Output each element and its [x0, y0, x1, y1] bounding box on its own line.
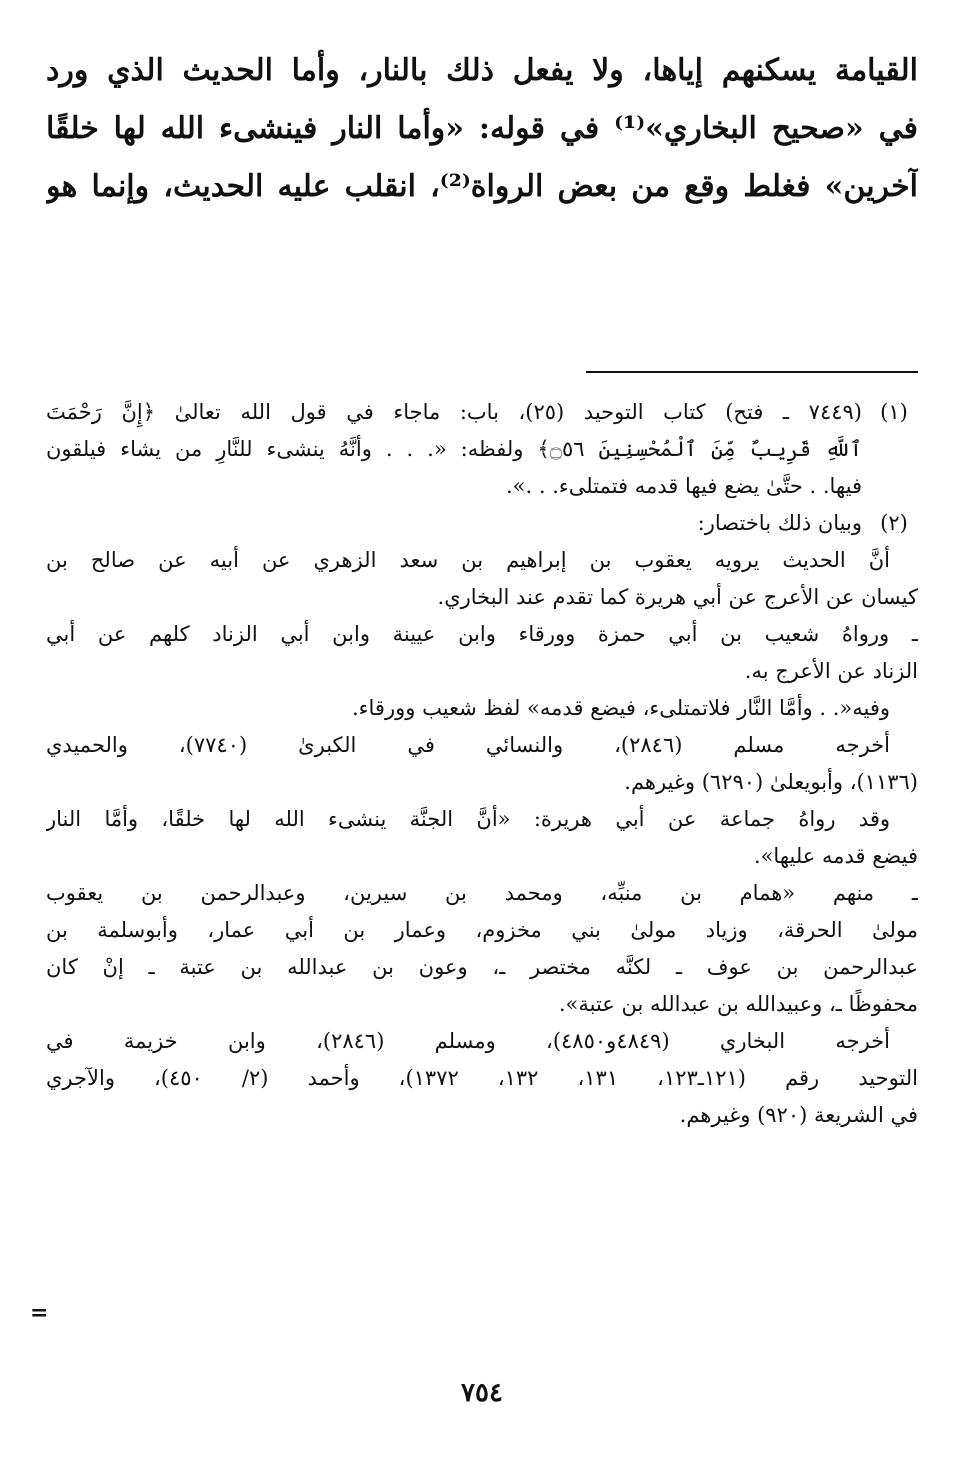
footnote-line: وفيه«. . وأمَّا النَّار فلاتمتلىء، فيضع قدمه» لفظ شعيب وورقاء.	[351, 696, 890, 720]
footnote-line: (٧٤٤٩ ـ فتح) كتاب التوحيد (٢٥)، باب: ماجاء في قول الله تعالىٰ ﴿إِنَّ رَحْمَتَ	[46, 400, 862, 424]
footnote-line: مولىٰ الحرقة، وزياد مولىٰ بني مخزوم، وعمار بن أبي عمار، وأبوسلمة بن	[46, 918, 918, 942]
footnote-line: أخرجه مسلم (٢٨٤٦)، والنسائي في الكبرىٰ (٧٧٤٠)، والحميدي	[46, 733, 890, 757]
footnote-line: أخرجه البخاري (٤٨٤٩و٤٨٥٠)، ومسلم (٢٨٤٦)، وابن خزيمة في	[46, 1029, 890, 1053]
footnote-line: ـ ورواهُ شعيب بن أبي حمزة وورقاء وابن عيينة وابن أبي الزناد كلهم عن أبي	[46, 622, 918, 646]
main-text	[46, 42, 918, 216]
footnote-line: فيضع قدمه عليها».	[753, 844, 918, 868]
footnote-line: كيسان عن الأعرج عن أبي هريرة كما تقدم عند البخاري.	[437, 585, 918, 609]
main-text-line: في «صحيح البخاري»⁽¹⁾ في قوله: «وأما النار فينشىء الله لها خلقًا	[46, 111, 918, 146]
footnote-line: ـ منهم «همام بن منبِّه، ومحمد بن سيرين، وعبدالرحمن بن يعقوب	[46, 881, 918, 905]
footnote-number: (١)	[880, 400, 908, 424]
main-text-line: القيامة يسكنهم إياها، ولا يفعل ذلك بالنار، وأما الحديث الذي ورد	[46, 53, 918, 88]
footnote-number: (٢)	[880, 511, 908, 535]
footnote-1	[46, 394, 918, 505]
footnotes	[46, 394, 918, 1134]
footnote-separator	[586, 371, 918, 373]
footnote-line: الزناد عن الأعرج به.	[744, 659, 918, 683]
page-number: ٧٥٤	[461, 1378, 503, 1408]
footnote-line: ٱللَّهِ قَرِيبٌ مِّنَ ٱلْمُحْسِنِينَ ۝٥٦﴾ ولفظه: «. . . وأنَّهُ ينشىء للنَّارِ من يشاء فيلقون	[46, 437, 862, 461]
footnote-line: وقد رواهُ جماعة عن أبي هريرة: «أنَّ الجنَّة ينشىء الله لها خلقًا، وأمَّا النار	[46, 807, 890, 831]
footnote-line: وبيان ذلك باختصار:	[697, 511, 862, 535]
footnote-line: فيها. . حتَّىٰ يضع فيها قدمه فتمتلىء. . .».	[505, 474, 862, 498]
footnote-line: محفوظًا ـ، وعبيدالله بن عبدالله بن عتبة».	[558, 992, 918, 1016]
footnote-line: عبدالرحمن بن عوف ـ لكنَّه مختصر ـ، وعون بن عبدالله بن عتبة ـ إنْ كان	[46, 955, 918, 979]
footnote-line: في الشريعة (٩٢٠) وغيرهم.	[679, 1103, 918, 1127]
continuation-mark: =	[30, 1300, 49, 1326]
main-text-line: آخرين» فغلط وقع من بعض الرواة⁽²⁾، انقلب عليه الحديث، وإنما هو	[46, 169, 918, 204]
footnote-line: (١١٣٦)، وأبويعلىٰ (٦٢٩٠) وغيرهم.	[624, 770, 918, 794]
footnote-line: أنَّ الحديث يرويه يعقوب بن إبراهيم بن سعد الزهري عن أبيه عن صالح بن	[46, 548, 890, 572]
footnote-line: التوحيد رقم (١٢١ـ١٢٣، ١٣١، ١٣٢، ١٣٧٢)، وأحمد (٢/ ٤٥٠)، والآجري	[46, 1066, 918, 1090]
footnote-2	[46, 505, 918, 1134]
